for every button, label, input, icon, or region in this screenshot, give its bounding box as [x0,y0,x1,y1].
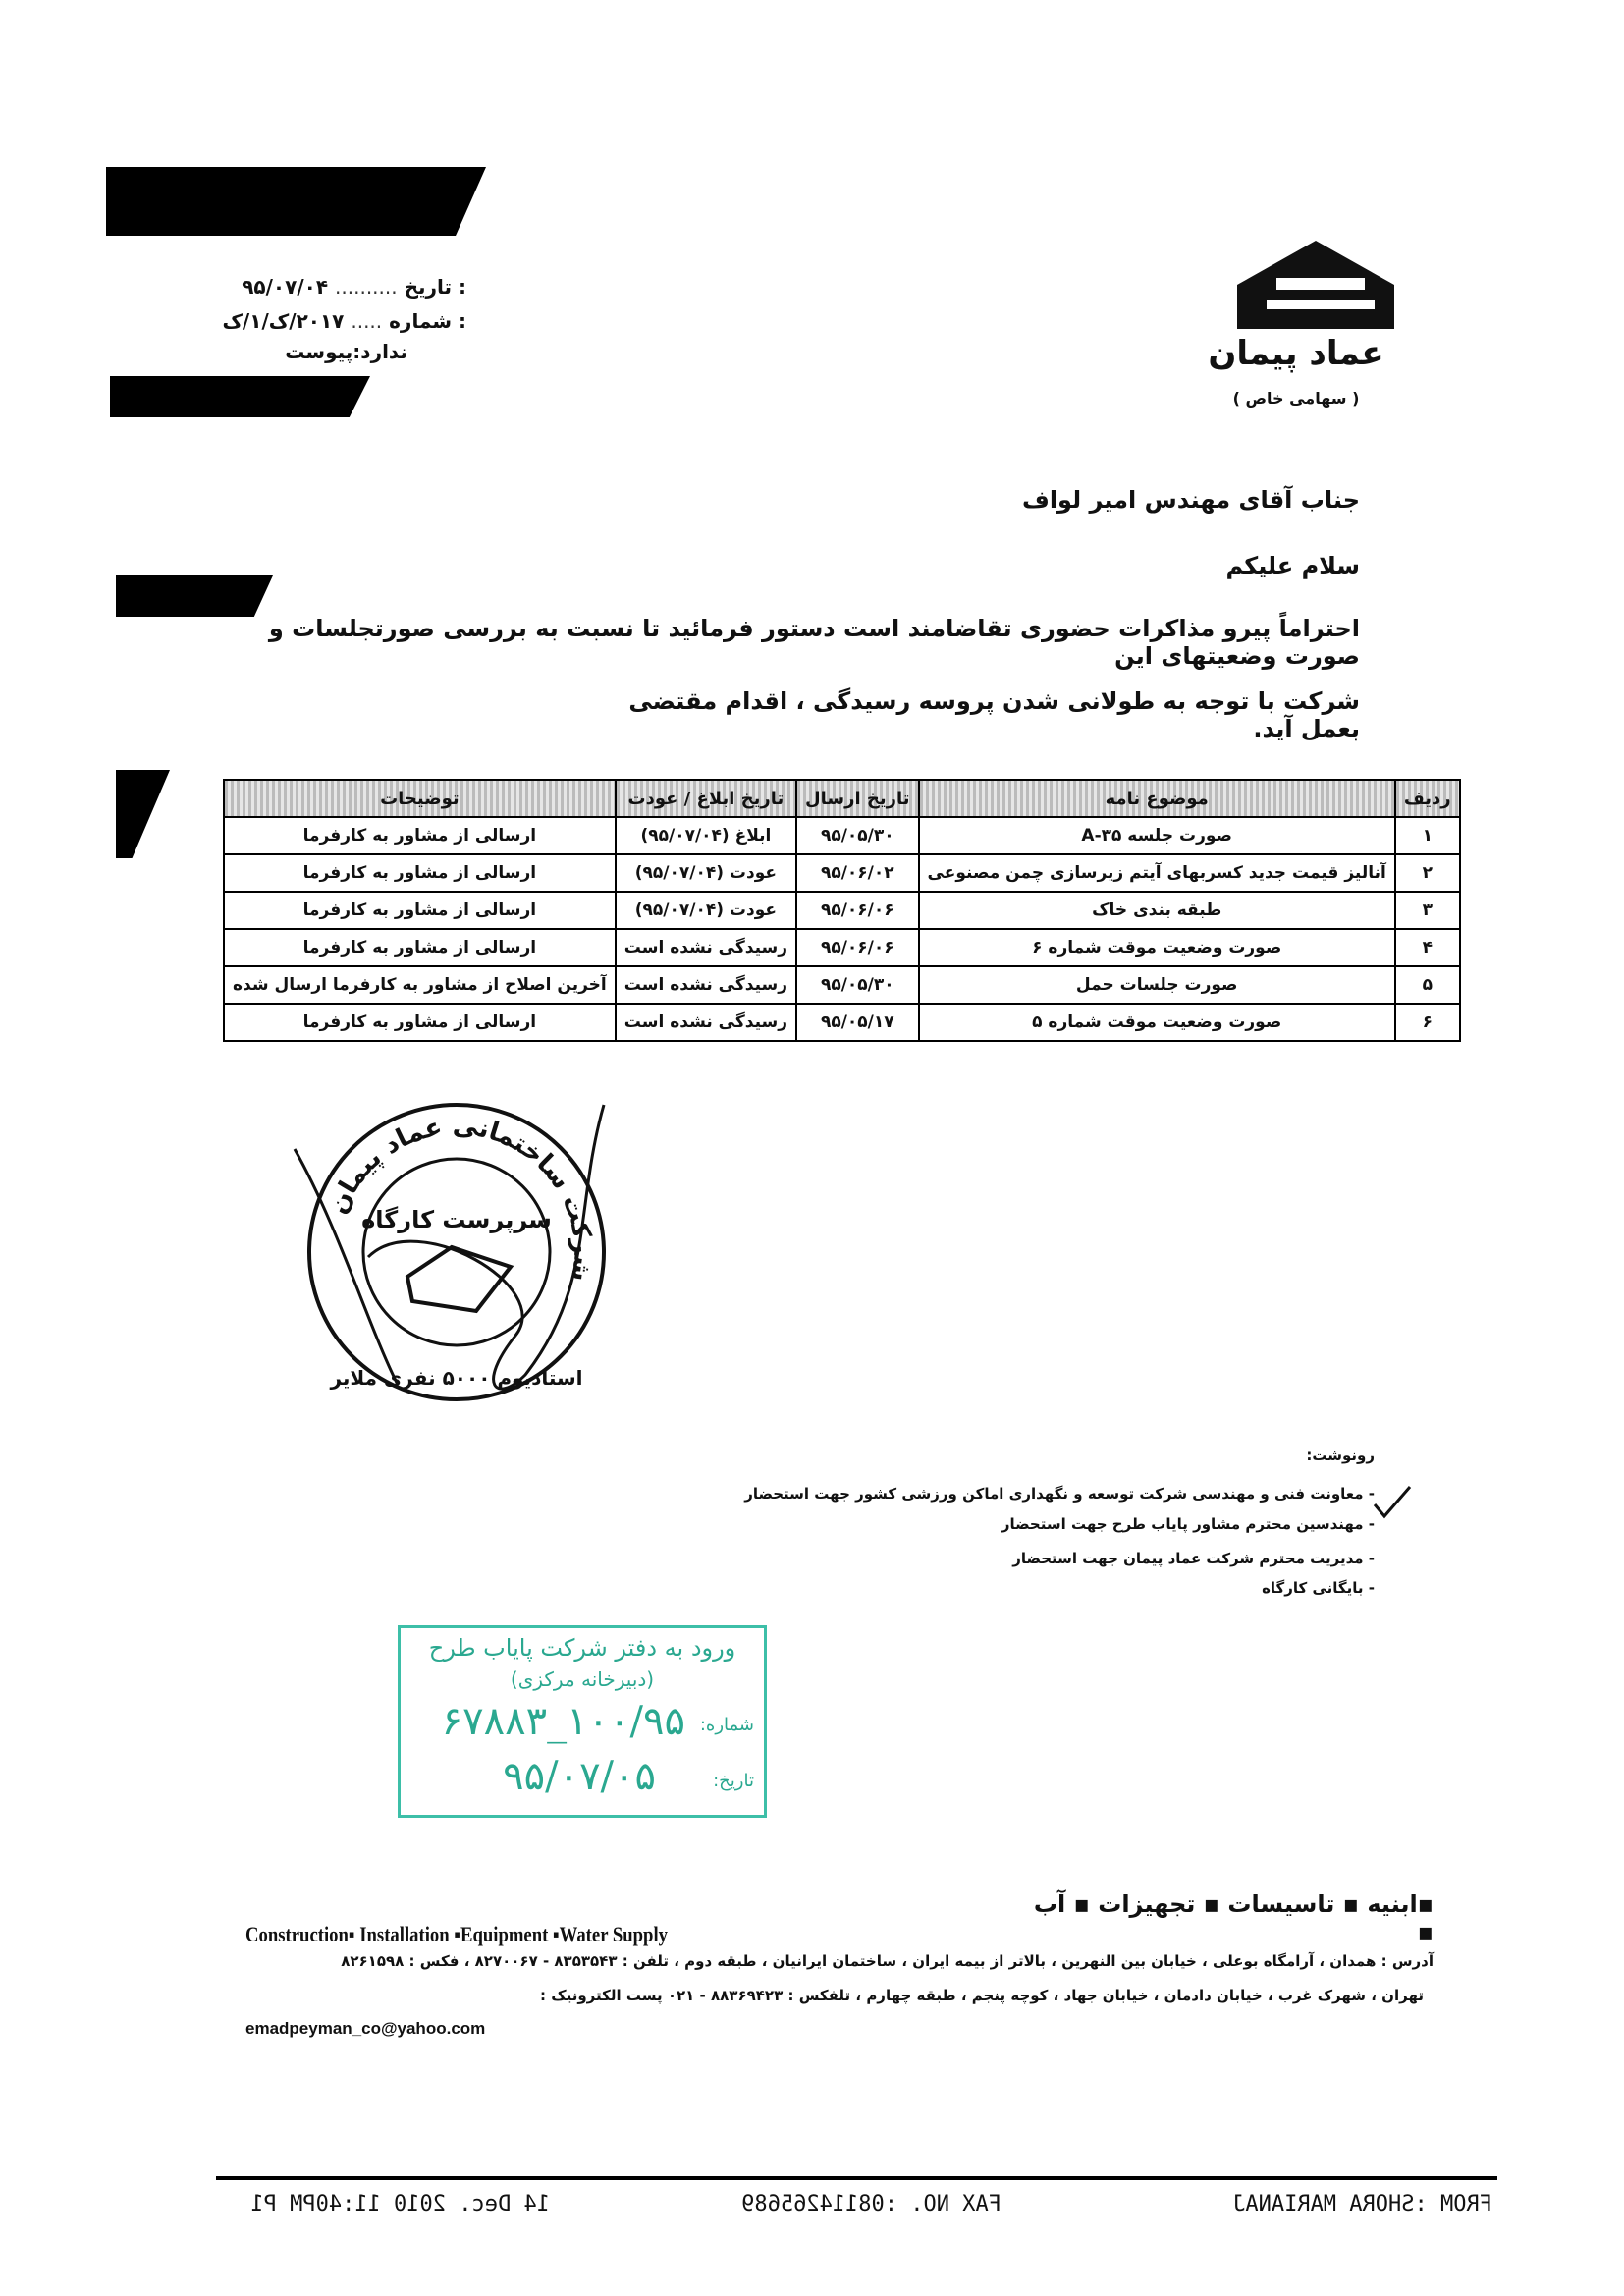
header-notes: توضیحات [224,780,616,817]
letter-date [211,275,466,299]
cell-date: ۹۵/۰۶/۰۲ [796,854,919,892]
seal-emblem [407,1247,511,1311]
redaction-bar [106,167,486,236]
cell-status: عودت (۹۵/۰۷/۰۴) [616,854,796,892]
cell-row: ۵ [1395,966,1460,1004]
stamp-number-value: ۱۰۰/۹۵_۶۷۸۸۳ [441,1699,685,1744]
cell-row: ۶ [1395,1004,1460,1041]
check-mark-icon [1373,1483,1412,1522]
cell-title: طبقه بندی خاک [919,892,1395,929]
cell-date: ۹۵/۰۵/۳۰ [796,817,919,854]
company-seal [280,1090,633,1414]
cc-item: - معاونت فنی و مهندسی شرکت توسعه و نگهداری اماکن ورزشی کشور جهت استحضار [744,1485,1375,1503]
cell-title: صورت جلسات حمل [919,966,1395,1004]
number-label: : شماره [389,309,466,333]
cell-date: ۹۵/۰۶/۰۶ [796,892,919,929]
stamp-title: ورود به دفتر شرکت پایاب طرح [428,1634,736,1662]
redaction-bar [110,376,370,417]
company-logo [1222,241,1409,329]
cell-row: ۱ [1395,817,1460,854]
date-value: ۹۵/۰۷/۰۴ [242,275,329,299]
cell-status: عودت (۹۵/۰۷/۰۴) [616,892,796,929]
footer-address: آدرس : همدان ، آرامگاه بوعلی ، خیابان بین النهرین ، بالاتر از بیمه ایران ، ساختمان ایرانیان ، طبقه دوم ، تلفن : ۸۳۵۳۵۴۳ - ۸۲۷۰۰۶۷ ، فکس : ۸۲۶۱۵۹۸ [341,1952,1434,1970]
cell-status: رسیدگی نشده است [616,1004,796,1041]
table-row [224,892,1460,929]
cell-date: ۹۵/۰۵/۱۷ [796,1004,919,1041]
footer-email: emadpeyman_co@yahoo.com [245,2019,486,2038]
cell-title: صورت جلسه ۳۵-A [919,817,1395,854]
cc-item: - مهندسین محترم مشاور پایاب طرح جهت استحضار [1001,1515,1375,1533]
cell-row: ۴ [1395,929,1460,966]
company-name: عماد پیمان [1208,334,1384,373]
table-row [224,966,1460,1004]
addressee: جناب آقای مهندس امیر لواف [1021,486,1360,514]
header-status: تاریخ ابلاغ / عودت [616,780,796,817]
cell-status: رسیدگی نشده است [616,966,796,1004]
cell-date: ۹۵/۰۶/۰۶ [796,929,919,966]
greeting: سلام علیکم [1225,552,1360,579]
reception-stamp [398,1625,767,1818]
stamp-date-label: تاریخ: [713,1771,754,1791]
cell-status: ابلاغ (۹۵/۰۷/۰۴) [616,817,796,854]
stamp-date-value: ۹۵/۰۷/۰۵ [503,1754,656,1799]
date-label: : تاریخ [404,275,466,299]
fax-rule [216,2176,1497,2180]
footer-services-fa: ▪ابنیه ▪ تاسیسات ▪ تجهیزات ▪ آب ▪ [1033,1890,1434,1945]
seal-bottom-text: استادیوم ۵۰۰۰ نفری ملایر [330,1366,583,1390]
footer-services-en: Construction▪ Installation ▪Equipment ▪Water Supply [245,1922,668,1946]
cell-notes: ارسالی از مشاور به کارفرما [224,929,616,966]
cell-date: ۹۵/۰۵/۳۰ [796,966,919,1004]
redaction-bar [116,575,273,617]
body-text-line: شرکت با توجه به طولانی شدن پروسه رسیدگی ، اقدام مقتضی بعمل آید. [628,687,1360,742]
footer-address: تهران ، شهرک غرب ، خیابان دادمان ، خیابان جهاد ، کوچه پنجم ، طبقه چهارم ، تلفکس : ۸۸۳۶۹۴۲۳ - ۰۲۱ پست الکترونیک : [540,1987,1424,2004]
header-row-number: ردیف [1395,780,1460,817]
header-subject: موضوع نامه [919,780,1395,817]
cell-title: صورت وضعیت موقت شماره ۶ [919,929,1395,966]
seal-inner-text: سرپرست کارگاه [361,1206,552,1233]
cc-title: رونوشت: [1306,1447,1375,1464]
cell-row: ۲ [1395,854,1460,892]
dots: ..... [351,309,383,333]
cell-notes: آخرین اصلاح از مشاور به کارفرما ارسال شده [224,966,616,1004]
table-row [224,929,1460,966]
table-header-row [224,780,1460,817]
cell-title: آنالیز قیمت جدید کسربهای آیتم زیرسازی چمن مصنوعی [919,854,1395,892]
cell-status: رسیدگی نشده است [616,929,796,966]
header-send-date: تاریخ ارسال [796,780,919,817]
attachment: ندارد:پیوست [285,340,407,363]
cell-notes: ارسالی از مشاور به کارفرما [224,1004,616,1041]
cell-row: ۳ [1395,892,1460,929]
fax-from: FROM :SHORA MARIANAJ [1232,2192,1492,2216]
number-value: ۲۰۱۷/ک/۱/ک [222,309,345,333]
stamp-number-label: شماره: [699,1715,754,1735]
cell-notes: ارسالی از مشاور به کارفرما [224,892,616,929]
seal-ring-text: شرکت ساختمانی عماد پیمان [323,1111,598,1284]
company-type: ( سهامی خاص ) [1232,389,1360,408]
cc-item: - بایگانی کارگاه [1262,1579,1375,1597]
table-row [224,1004,1460,1041]
stamp-subtitle: (دبیرخانه مرکزی) [510,1667,655,1691]
fax-date: 14 Dec. 2010 11:40PM P1 [250,2192,550,2216]
letter-number [211,309,466,333]
table-row [224,854,1460,892]
fax-number: FAX NO. :08114265689 [741,2192,1001,2216]
documents-table [223,779,1461,1042]
table-row [224,817,1460,854]
redaction-bar [116,770,170,858]
cc-item: - مدیریت محترم شرکت عماد پیمان جهت استحضار [1012,1550,1375,1567]
dots: .......... [335,275,398,299]
body-text-line: احتراماً پیرو مذاکرات حضوری تقاضامند است دستور فرمائید تا نسبت به بررسی صورتجلسات و صورت وضعیتهای این [268,615,1360,670]
cell-title: صورت وضعیت موقت شماره ۵ [919,1004,1395,1041]
cell-notes: ارسالی از مشاور به کارفرما [224,854,616,892]
cell-notes: ارسالی از مشاور به کارفرما [224,817,616,854]
